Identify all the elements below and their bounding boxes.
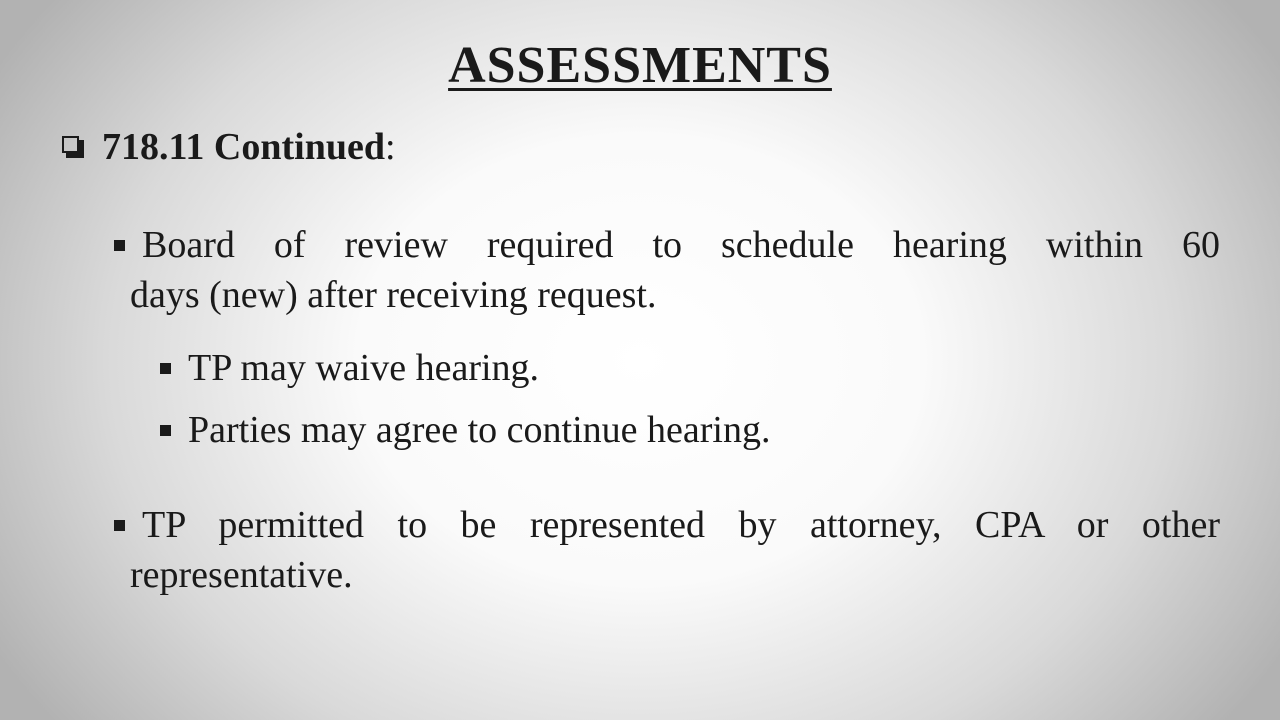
level1-suffix: : [384, 126, 396, 168]
bullet-text-line1: Board of review required to schedule hearing within 60 [142, 224, 1220, 266]
level1-label: 718.11 Continued [102, 126, 385, 168]
square-bullet-icon [114, 520, 125, 531]
bullet-text-line1: TP permitted to be represented by attorney, CPA or other [142, 504, 1220, 546]
bullet-text: Parties may agree to continue hearing. [188, 409, 771, 451]
bullet-text: TP may waive hearing. [188, 347, 540, 389]
bullet-tp-waive [160, 343, 539, 393]
bullet-text-line2: days (new) after receiving request. [130, 274, 657, 316]
level1-bullet [62, 122, 396, 172]
slide-title [0, 34, 1280, 98]
square-bullet-icon [160, 363, 171, 374]
bullet-text-line2: representative. [130, 554, 353, 596]
bullet-parties-continue [160, 405, 770, 455]
bullet-tp-represented [114, 500, 1220, 600]
checkbox-bullet-icon [62, 136, 84, 158]
bullet-board-of-review [114, 220, 1220, 320]
slide-title-text: ASSESSMENTS [448, 37, 832, 94]
square-bullet-icon [114, 240, 125, 251]
square-bullet-icon [160, 425, 171, 436]
